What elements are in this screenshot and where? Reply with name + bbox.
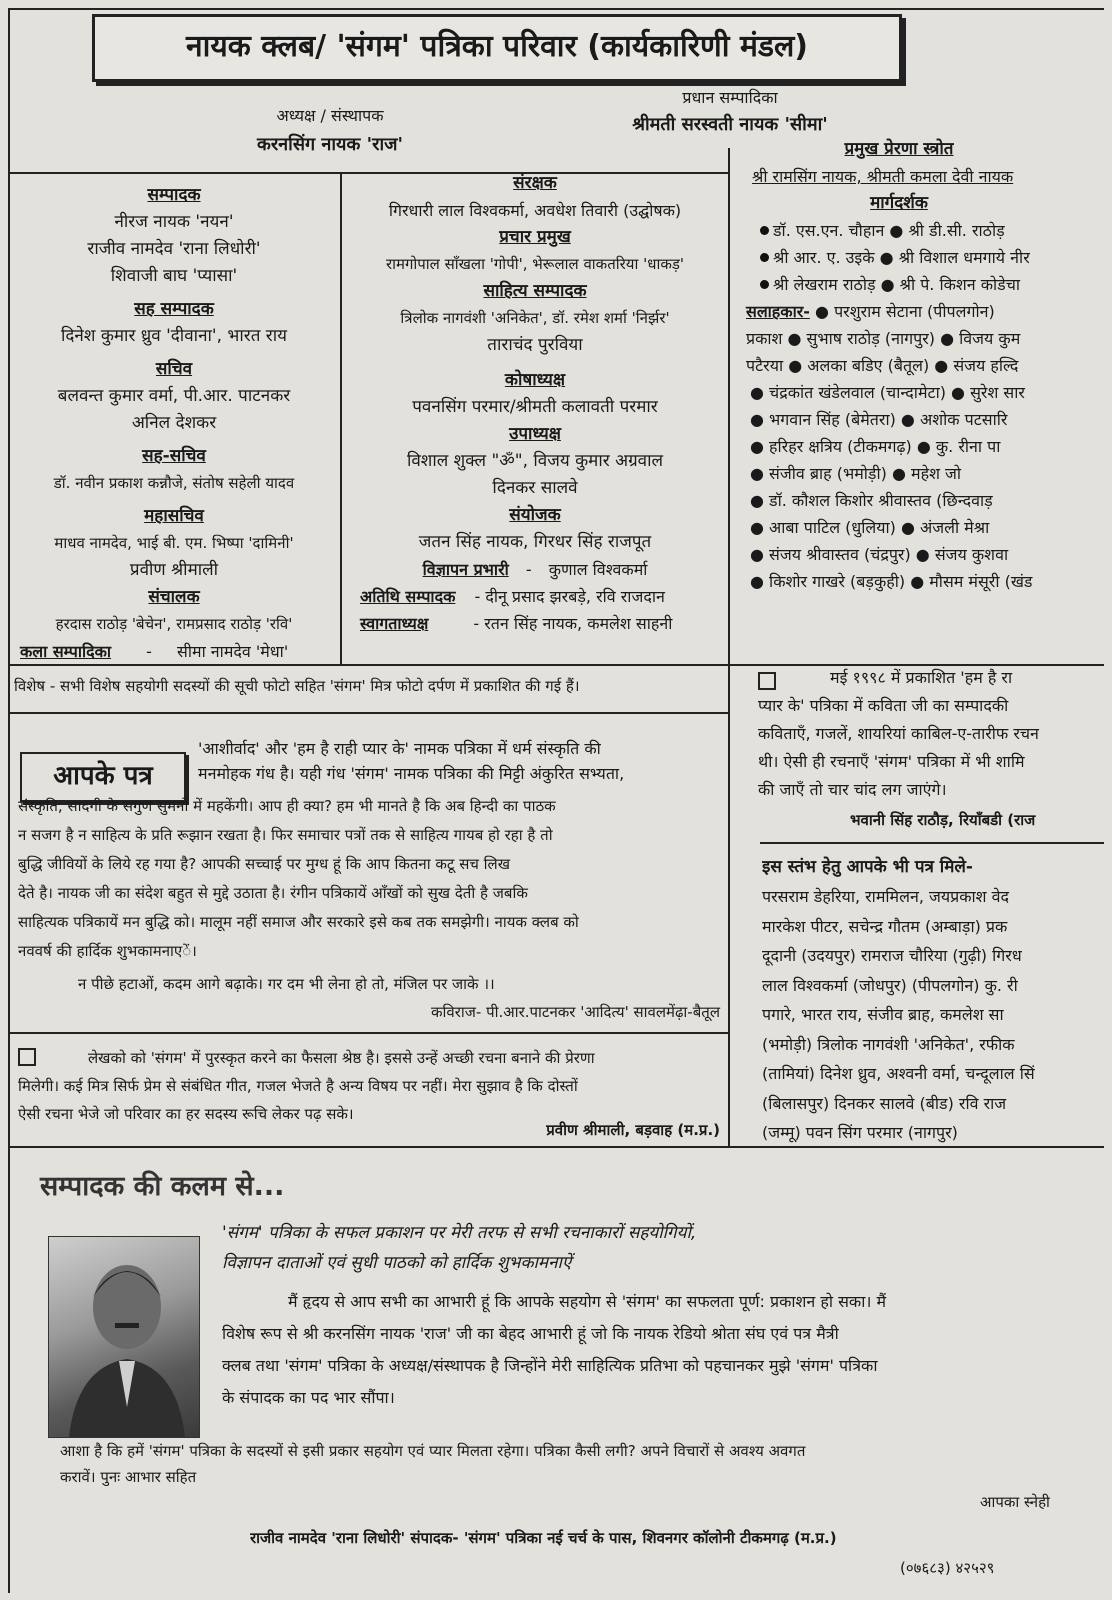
advisor-line: पटैरया ● अलका बडिए (बैतूल) ● संजय हल्दि	[746, 356, 1019, 375]
president-name: करनसिंग नायक 'राज'	[257, 134, 403, 155]
letters-from-line: पगारे, भारत राय, संजीव ब्राह, कमलेश सा	[762, 1005, 1004, 1024]
letter3-line: मई १९९८ में प्रकाशित 'हम है रा	[830, 668, 1013, 687]
person-icon	[49, 1237, 199, 1437]
letter2-line: लेखको को 'संगम' में पुरस्कृत करने का फैसला श्रेष्ठ है। इससे उन्हें अच्छी रचना बनाने की प्रेरणा	[88, 1049, 595, 1067]
editorial-intro	[222, 1218, 1102, 1278]
president-role: अध्यक्ष / संस्थापक	[276, 106, 384, 125]
letters-from-line: (तामियां) दिनेश ध्रुव, अश्वनी वर्मा, चन्दूलाल सिं	[762, 1064, 1035, 1083]
rule-letter1	[8, 1032, 728, 1034]
advisor-line: ● भगवान सिंह (बेमेतरा) ● अशोक पटसारि	[750, 410, 1008, 429]
welcome-line: - रतन सिंह नायक, कमलेश साहनी	[473, 614, 673, 633]
vp-line: विशाल शुक्ल "ॐ", विजय कुमार अग्रवाल	[406, 451, 664, 471]
advisor-line: ● किशोर गाखरे (बड़कुही) ● मौसम मंसूरी (खंड	[750, 572, 1033, 591]
page-title: नायक क्लब/ 'संगम' पत्रिका परिवार (कार्यकारिणी मंडल)	[185, 29, 809, 64]
col1: सम्पादक नीरज नायक 'नयन' राजीव नामदेव 'राना लिधोरी' शिवाजी बाघ 'प्यासा' सह सम्पादक दिनेश कुमार ध्रुव 'दीवाना', भारत राय सचिव बलवन्त कुमार वर्मा, पी.आर. पाटनकर अनिल देशकर सह-सचिव डॉ. नवीन प्रकाश कन्नौजे, संतोष सहेली यादव महासचिव माधव नामदेव, भाई बी. एम. भिष्पा 'दामिनी' प्रवीण श्रीमाली संचालक हरदास राठोड़ 'बेचेन', रामप्रसाद राठोड़ 'रवि' कला सम्पादिका - सीमा नामदेव 'मेधा'	[8, 182, 340, 665]
advisors-heading: सलाहकार-	[746, 302, 810, 321]
convener-heading: संयोजक	[509, 505, 561, 525]
advisor-line: ● हरिहर क्षत्रिय (टीकमगढ़) ● कु. रीना पा	[750, 437, 1001, 456]
letters-from	[762, 852, 1104, 1148]
editorial-body-line: मैं हृदय से आप सभी का आभारी हूं कि आपके सहयोग से 'संगम' का सफलता पूर्ण: प्रकाशन हो सका। मैं	[288, 1292, 887, 1311]
letters-from-line: मारकेश पीटर, सचेन्द्र गौतम (अम्बाड़ा) प्रक	[762, 916, 1008, 936]
art-heading: कला सम्पादिका	[20, 642, 112, 661]
rule-letter3	[760, 842, 1104, 844]
letter1-line: मनमोहक गंध है। यही गंध 'संगम' नामक पत्रिका की मिट्टी अंकुरित सभ्यता,	[198, 764, 625, 783]
letters-heading: आपके पत्र	[53, 761, 153, 791]
letter1-intro	[198, 736, 726, 786]
advisor-line: प्रकाश ● सुभाष राठोड़ (नागपुर) ● विजय कुम	[746, 329, 1021, 348]
gensec-heading: महासचिव	[144, 506, 204, 526]
chief-editor-role: प्रधान सम्पादिका	[682, 88, 778, 107]
letter3-line: थी। ऐसी ही रचनाएँ 'संगम' पत्रिका में भी शामि	[758, 752, 1025, 771]
editor-line: नीरज नायक 'नयन'	[114, 212, 234, 232]
guest-heading: अतिथि सम्पादक	[360, 587, 456, 606]
letter1-line: 'आशीर्वाद' और 'हम है राही प्यार के' नामक पत्रिका में धर्म संस्कृति की	[198, 739, 601, 758]
secretary-heading: सचिव	[155, 359, 193, 379]
letters-from-line: दूदानी (उदयपुर) रामराज चौरिया (गुढ़ी) गिरध	[762, 946, 1022, 965]
ads-heading: विज्ञापन प्रभारी	[422, 560, 509, 579]
convener-line: जतन सिंह नायक, गिरधर सिंह राजपूत	[418, 532, 652, 552]
border-top	[8, 8, 1104, 10]
cosec-heading: सह-सचिव	[142, 446, 206, 466]
editor-photo	[48, 1236, 200, 1438]
letter3-signature: भवानी सिंह राठौड़, रियाँबडी (राज	[850, 811, 1036, 829]
gensec-line: प्रवीण श्रीमाली	[129, 560, 219, 580]
letter3-body	[758, 664, 1104, 804]
secretary-line: बलवन्त कुमार वर्मा, पी.आर. पाटनकर	[57, 386, 291, 406]
letter2-signature: प्रवीण श्रीमाली, बड़वाह (म.प्र.)	[546, 1121, 720, 1139]
guide-heading: मार्गदर्शक	[870, 193, 928, 213]
editorial-closing	[60, 1438, 1104, 1490]
letter1-line: न सजग है न साहित्य के प्रति रूझान रखता है। फिर समाचार पत्रों तक से साहित्य गायब हो रहा है तो	[18, 826, 553, 844]
letter1-line: बुद्धि जीवियों के लिये रह गया है? आपकी सच्चाई पर मुग्ध हूं कि आप कितना कटू सच लिख	[18, 855, 510, 873]
cosec-line: डॉ. नवीन प्रकाश कन्नौजे, संतोष सहेली यादव	[53, 474, 295, 492]
gensec-line: माधव नामदेव, भाई बी. एम. भिष्पा 'दामिनी'	[54, 534, 294, 552]
patron-heading: संरक्षक	[513, 173, 557, 193]
letter1-signature: कविराज- पी.आर.पाटनकर 'आदित्य' सावलमेंढ़ा-बैतूल	[431, 1003, 720, 1021]
letters-from-line: परसराम डेहरिया, राममिलन, जयप्रकाश वेद	[762, 887, 1010, 906]
director-line: हरदास राठोड़ 'बेचेन', रामप्रसाद राठोड़ 'रवि'	[55, 615, 293, 633]
guide-line: श्री आर. ए. उइके ● श्री विशाल धमगाये नीर	[773, 248, 1030, 267]
letter2-body	[18, 1044, 726, 1128]
editor-heading: सम्पादक	[147, 185, 201, 205]
editorial-body-line: के संपादक का पद भार सौंपा।	[222, 1388, 395, 1407]
advisor-line: ● डॉ. कौशल किशोर श्रीवास्तव (छिन्दवाड़	[750, 491, 993, 510]
advisor-line: ● संजय श्रीवास्तव (चंद्रपुर) ● संजय कुशवा	[750, 545, 1009, 564]
letter2-line: ऐसी रचना भेजे जो परिवार का हर सदस्य रूचि लेकर पढ़ सके।	[18, 1105, 354, 1123]
lit-line: ताराचंद पुरविया	[487, 335, 583, 355]
letters-from-line: (जम्मू) पवन सिंग परमार (नागपुर)	[762, 1123, 958, 1142]
rule-col2	[728, 148, 730, 1148]
chief-editor-name: श्रीमती सरस्वती नायक 'सीमा'	[632, 114, 828, 135]
treasurer-line: पवनसिंग परमार/श्रीमती कलावती परमार	[412, 397, 658, 417]
treasurer-heading: कोषाध्यक्ष	[504, 370, 566, 390]
letter2-line: मिलेगी। कई मित्र सिर्फ प्रेम से संबंधित गीत, गजल भेजते है अन्य विषय पर नहीं। मेरा सुझाव है कि दोस्तों	[18, 1077, 578, 1095]
editorial-body	[222, 1286, 1104, 1414]
letter3-line: प्यार के' पत्रिका में कविता जी का सम्पादकी	[758, 696, 1009, 715]
publicity-line: रामगोपाल साँखला 'गोपी', भेरूलाल वाकतरिया 'धाकड़'	[385, 255, 685, 273]
letter1-line: संस्कृति, सादगी के सगुण सुमनों में महकेंगी। आप ही क्या? हम भी मानते है कि अब हिन्दी का पाठक	[18, 797, 556, 815]
guide-line: डॉ. एस.एन. चौहान ● श्री डी.सी. राठोड़	[773, 221, 1005, 240]
editorial-footer: राजीव नामदेव 'राना लिधोरी' संपादक- 'संगम' पत्रिका नई चर्च के पास, शिवनगर कॉलोनी टीकमगढ़ (म.प्र.)	[250, 1529, 837, 1547]
welcome-heading: स्वागताध्यक्ष	[360, 614, 429, 633]
editorial-closing-line: करावें। पुनः आभार सहित	[60, 1468, 197, 1486]
editor-line: शिवाजी बाघ 'प्यासा'	[110, 266, 238, 286]
title-box	[92, 14, 902, 82]
editorial-body-line: क्लब तथा 'संगम' पत्रिका के अध्यक्ष/संस्थापक है जिन्होंने मेरी साहित्यिक प्रतिभा को पहचानकर मुझे 'संगम' पत्रिका	[222, 1356, 878, 1375]
letter3-line: की जाएँ तो चार चांद लग जाएंगे।	[758, 780, 947, 799]
advisor-line: ● चंद्रकांत खंडेलवाल (चान्दामेटा) ● सुरेश सार	[750, 383, 1025, 402]
editorial-heading: सम्पादक की कलम से...	[40, 1171, 285, 1202]
rule-special	[8, 712, 728, 714]
secretary-line: अनिल देशकर	[131, 413, 217, 433]
publicity-heading: प्रचार प्रमुख	[499, 227, 571, 247]
col3	[734, 136, 1104, 595]
letters-from-line: (बिलासपुर) दिनकर सालवे (बीड) रवि राज	[762, 1093, 1007, 1113]
coeditor-line: दिनेश कुमार ध्रुव 'दीवाना', भारत राय	[60, 326, 287, 346]
special-note: विशेष - सभी विशेष सहयोगी सदस्यों की सूची फोटो सहित 'संगम' मित्र फोटो दर्पण में प्रकाशित की गई हैं।	[14, 677, 580, 695]
letter1-line: नववर्ष की हार्दिक शुभकामनाएें।	[18, 942, 197, 960]
col2: संरक्षक गिरधारी लाल विश्वकर्मा, अवधेश तिवारी (उद्घोषक) प्रचार प्रमुख रामगोपाल साँखला 'गोपी', भेरूलाल वाकतरिया 'धाकड़' साहित्य सम्पादक त्रिलोक नागवंशी 'अनिकेत', डॉ. रमेश शर्मा 'निर्झर' ताराचंद पुरविया कोषाध्यक्ष पवनसिंग परमार/श्रीमती कलावती परमार उपाध्यक्ष विशाल शुक्ल "ॐ", विजय कुमार अग्रवाल दिनकर सालवे संयोजक जतन सिंह नायक, गिरधर सिंह राजपूत विज्ञापन प्रभारी - कुणाल विश्वकर्मा अतिथि सम्पादक - दीनू प्रसाद झरबड़े, रवि राजदान स्वागताध्यक्ष - रतन सिंह नायक, कमलेश साहनी	[342, 170, 728, 637]
director-heading: संचालक	[148, 587, 200, 607]
letter1-line: देते है। नायक जी का संदेश बहुत से मुद्दे उठाता है। रंगीन पत्रिकायें आँखों को सुख देती है जबकि	[18, 884, 528, 902]
vp-line: दिनकर सालवे	[492, 478, 578, 498]
letter1-line: साहित्यक पत्रिकायें मन बुद्धि को। मालूम नहीं समाज और सरकारे इसे कब तक समझेगी। नायक क्लब को	[18, 913, 579, 931]
inspiration-heading: प्रमुख प्रेरणा स्त्रोत	[844, 139, 954, 159]
letter3-line: कविताएँ, गजलें, शायरियां काबिल-ए-तारीफ रचन	[758, 724, 1039, 743]
advisor-line: ● संजीव ब्राह (भमोड़ी) ● महेश जो	[750, 464, 962, 483]
vp-heading: उपाध्यक्ष	[509, 424, 561, 444]
letter1-poem: न पीछे हटाओं, कदम आगे बढ़ाके। गर दम भी लेना हो तो, मंजिल पर जाके ।।	[78, 975, 495, 993]
ads-line: कुणाल विश्वकर्मा	[548, 560, 648, 579]
art-line: सीमा नामदेव 'मेधा'	[177, 642, 289, 661]
coeditor-heading: सह सम्पादक	[134, 299, 214, 319]
letters-from-heading: इस स्तंभ हेतु आपके भी पत्र मिले-	[762, 857, 973, 877]
patron-line: गिरधारी लाल विश्वकर्मा, अवधेश तिवारी (उद्घोषक)	[388, 201, 682, 220]
letters-from-line: (भमोड़ी) त्रिलोक नागवंशी 'अनिकेत', रफीक	[762, 1034, 1015, 1054]
guest-line: - दीनू प्रसाद झरबड़े, रवि राजदान	[474, 587, 665, 606]
advisor-line: ● आबा पाटिल (धुलिया) ● अंजली मेश्रा	[750, 518, 990, 537]
editorial-intro-line: विज्ञापन दाताओं एवं सुधी पाठको को हार्दिक शुभकामनाऐं	[222, 1253, 572, 1273]
guide-line: श्री लेखराम राठोड़ ● श्री पे. किशन कोडेचा	[773, 275, 1021, 294]
advisor-line: ● परशुराम सेटाना (पीपलगोन)	[815, 302, 995, 321]
phone-number: (०७६८३) ४२५२९	[900, 1559, 995, 1577]
lit-line: त्रिलोक नागवंशी 'अनिकेत', डॉ. रमेश शर्मा 'निर्झर'	[400, 309, 670, 327]
letters-from-line: लाल विश्वकर्मा (जोधपुर) (पीपलगोन) कु. री	[762, 975, 1018, 995]
editor-line: राजीव नामदेव 'राना लिधोरी'	[87, 239, 261, 259]
editorial-closing-line: आशा है कि हमें 'संगम' पत्रिका के सदस्यों से इसी प्रकार सहयोग एवं प्यार मिलता रहेगा। पत्रिका कैसी लगी? अपने विचारों से अवश्य अवगत	[60, 1442, 806, 1460]
editorial-intro-line: 'संगम' पत्रिका के सफल प्रकाशन पर मेरी तरफ से सभी रचनाकारों सहयोगियों,	[222, 1223, 697, 1243]
inspiration-line: श्री रामसिंग नायक, श्रीमती कमला देवी नायक	[752, 167, 1014, 186]
letter1-body	[18, 792, 726, 999]
editorial-body-line: विशेष रूप से श्री करनसिंग नायक 'राज' जी का बेहद आभारी हूं जो कि नायक रेडियो श्रोता संघ एवं पत्र मैत्री	[222, 1324, 839, 1343]
lit-heading: साहित्य सम्पादक	[483, 281, 587, 301]
sign-off: आपका स्नेही	[980, 1493, 1050, 1511]
